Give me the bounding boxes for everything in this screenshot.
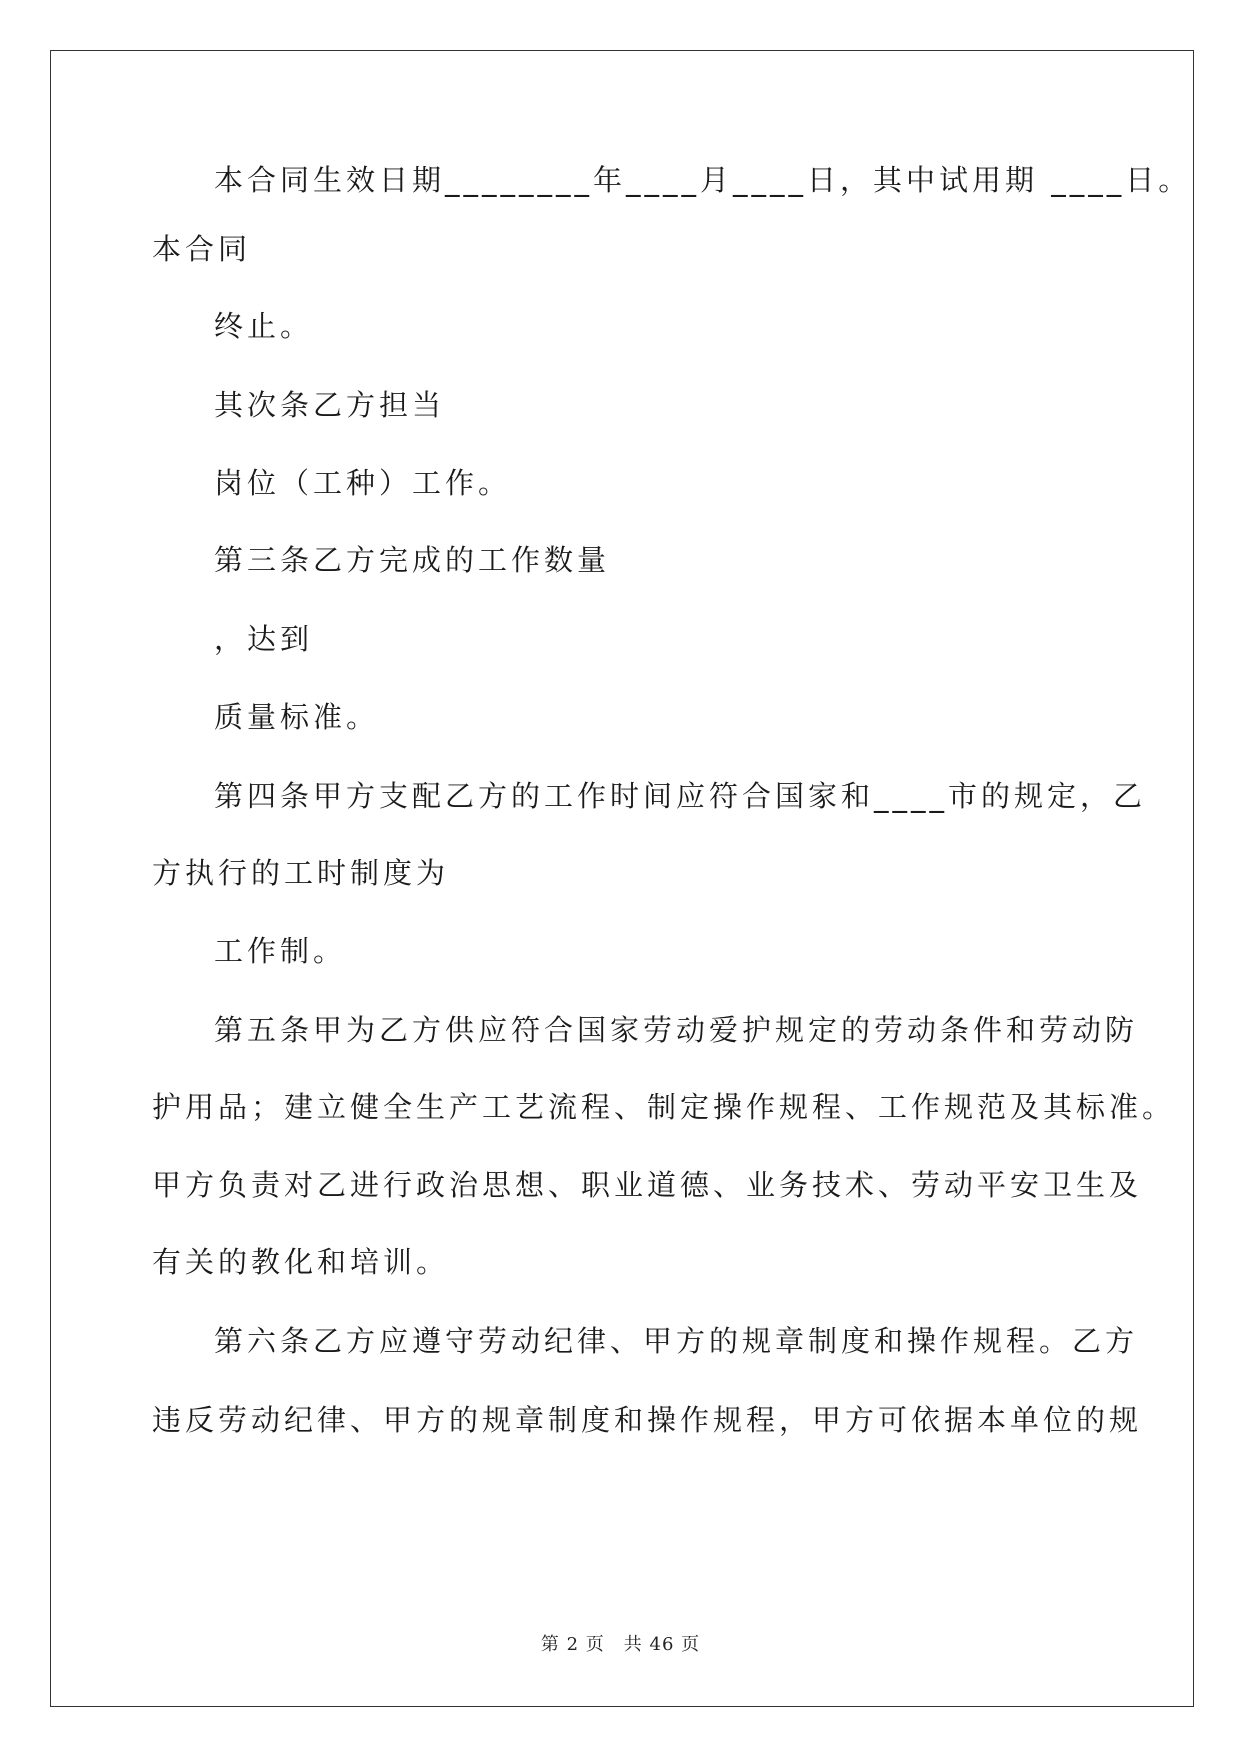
- line-02: 本合同: [152, 232, 252, 266]
- line-14: 甲方负责对乙进行政治思想、职业道德、业务技术、劳动平安卫生及: [152, 1168, 1143, 1202]
- line-08: 质量标准。: [214, 700, 380, 734]
- line-15: 有关的教化和培训。: [152, 1245, 450, 1279]
- line-17: 违反劳动纪律、甲方的规章制度和操作规程，甲方可依据本单位的规: [152, 1403, 1143, 1437]
- line-07: ，达到: [214, 622, 314, 656]
- line-09: 第四条甲方支配乙方的工作时间应符合国家和____市的规定，乙: [214, 779, 1147, 813]
- line-10: 方执行的工时制度为: [152, 856, 450, 890]
- line-16: 第六条乙方应遵守劳动纪律、甲方的规章制度和操作规程。乙方: [214, 1324, 1139, 1358]
- line-11: 工作制。: [214, 934, 347, 968]
- line-12: 第五条甲为乙方供应符合国家劳动爱护规定的劳动条件和劳动防: [214, 1013, 1139, 1047]
- line-04: 其次条乙方担当: [214, 388, 446, 422]
- line-13: 护用品；建立健全生产工艺流程、制定操作规程、工作规范及其标准。: [152, 1090, 1176, 1124]
- line-03: 终止。: [214, 309, 314, 343]
- page-number: 第 2 页 共 46 页: [540, 1634, 701, 1655]
- line-01: 本合同生效日期________年____月____日，其中试用期 ____日。: [214, 163, 1192, 197]
- line-06: 第三条乙方完成的工作数量: [214, 543, 611, 577]
- line-05: 岗位（工种）工作。: [214, 466, 512, 500]
